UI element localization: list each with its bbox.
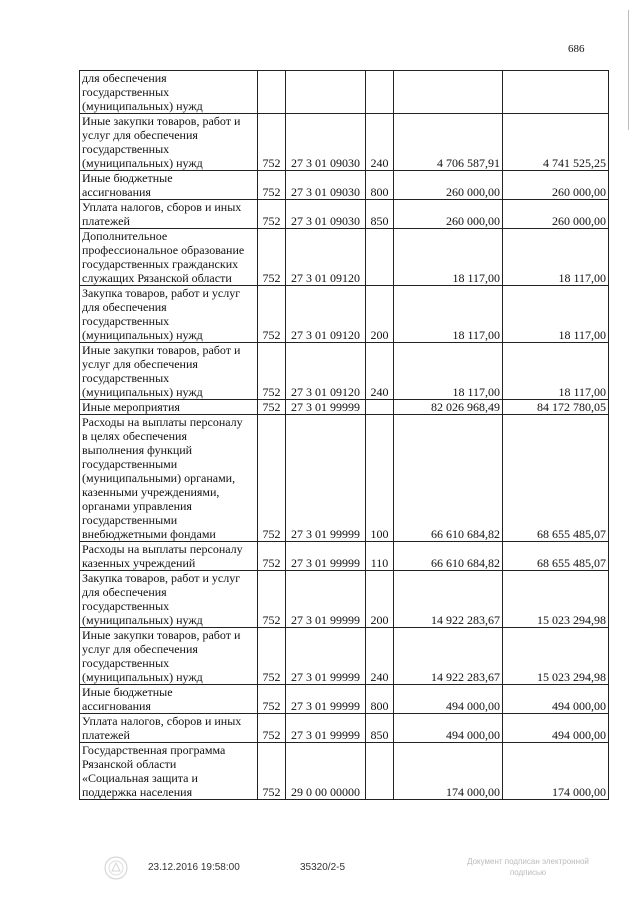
footer-doc-number: 35320/2-5 (300, 862, 346, 873)
code-cell (286, 71, 366, 114)
item-name-cell (80, 114, 258, 171)
amount-2017-cell: 260 000,00 (394, 200, 503, 229)
item-name-line: Иные мероприятия (82, 400, 180, 414)
item-name-line: казенными учреждениями, (82, 485, 220, 499)
footer-datetime: 23.12.2016 19:58:00 (148, 862, 240, 873)
item-name-line: поддержка населения (82, 785, 193, 799)
amount-2018-cell: 18 117,00 (503, 343, 609, 400)
org-cell: 752 (258, 400, 286, 415)
item-name-line: в целях обеспечения (82, 429, 187, 443)
type-cell: 800 (366, 685, 394, 714)
amount-2018-cell: 260 000,00 (503, 171, 609, 200)
item-name-line: Расходы на выплаты персоналу (82, 542, 243, 556)
type-cell: 200 (366, 286, 394, 343)
table-row (80, 229, 609, 286)
item-name-line: платежей (82, 214, 130, 228)
code-cell: 27 3 01 09120 (286, 343, 366, 400)
item-name-line: органами управления (82, 499, 192, 513)
org-cell: 752 (258, 542, 286, 571)
table-row (80, 542, 609, 571)
item-name-line: Уплата налогов, сборов и иных (82, 714, 242, 728)
org-cell: 752 (258, 200, 286, 229)
item-name-line: государственных (82, 371, 170, 385)
item-name-line: государственных (82, 599, 170, 613)
table-row (80, 343, 609, 400)
org-cell: 752 (258, 171, 286, 200)
amount-2017-cell: 18 117,00 (394, 343, 503, 400)
item-name-line: выполнения функций (82, 443, 193, 457)
org-cell: 752 (258, 628, 286, 685)
item-name-line: Дополнительное (82, 229, 168, 243)
org-cell: 752 (258, 229, 286, 286)
item-name-cell (80, 229, 258, 286)
item-name-line: государственных (82, 314, 170, 328)
code-cell: 27 3 01 99999 (286, 542, 366, 571)
table-row (80, 415, 609, 542)
type-cell: 100 (366, 415, 394, 542)
code-cell: 29 0 00 00000 (286, 743, 366, 800)
org-cell: 752 (258, 415, 286, 542)
item-name-line: «Социальная защита и (82, 771, 198, 785)
item-name-line: внебюджетными фондами (82, 527, 216, 541)
item-name-line: (муниципальных) нужд (82, 156, 203, 170)
item-name-line: Государственная программа (82, 743, 226, 757)
code-cell: 27 3 01 99999 (286, 685, 366, 714)
budget-table-body (80, 71, 609, 800)
seal-emblem-icon (103, 855, 129, 881)
amount-2017-cell: 260 000,00 (394, 171, 503, 200)
org-cell: 752 (258, 343, 286, 400)
item-name-line: (муниципальных) нужд (82, 385, 203, 399)
amount-2017-cell: 494 000,00 (394, 714, 503, 743)
item-name-line: Рязанской области (82, 757, 177, 771)
item-name-cell (80, 400, 258, 415)
org-cell: 752 (258, 571, 286, 628)
code-cell: 27 3 01 99999 (286, 400, 366, 415)
item-name-cell (80, 71, 258, 114)
amount-2018-cell: 68 655 485,07 (503, 542, 609, 571)
amount-2017-cell: 494 000,00 (394, 685, 503, 714)
code-cell: 27 3 01 09030 (286, 171, 366, 200)
item-name-cell (80, 415, 258, 542)
amount-2018-cell: 494 000,00 (503, 714, 609, 743)
type-cell (366, 229, 394, 286)
amount-2018-cell: 494 000,00 (503, 685, 609, 714)
item-name-line: платежей (82, 728, 130, 742)
item-name-cell (80, 286, 258, 343)
item-name-line: Иные бюджетные (82, 685, 173, 699)
item-name-line: для обеспечения (82, 585, 167, 599)
item-name-line: Закупка товаров, работ и услуг (82, 286, 241, 300)
code-cell: 27 3 01 99999 (286, 628, 366, 685)
item-name-line: казенных учреждений (82, 556, 196, 570)
table-row (80, 114, 609, 171)
org-cell (258, 71, 286, 114)
item-name-line: государственными (82, 513, 178, 527)
item-name-cell (80, 743, 258, 800)
item-name-line: профессиональное образование (82, 243, 245, 257)
table-row (80, 628, 609, 685)
type-cell: 800 (366, 171, 394, 200)
item-name-line: Иные закупки товаров, работ и (82, 343, 241, 357)
item-name-cell (80, 171, 258, 200)
amount-2018-cell: 84 172 780,05 (503, 400, 609, 415)
org-cell: 752 (258, 114, 286, 171)
org-cell: 752 (258, 743, 286, 800)
item-name-cell (80, 200, 258, 229)
amount-2018-cell: 18 117,00 (503, 286, 609, 343)
table-row (80, 171, 609, 200)
amount-2017-cell: 14 922 283,67 (394, 628, 503, 685)
item-name-line: (муниципальных) нужд (82, 670, 203, 684)
type-cell: 240 (366, 114, 394, 171)
page-number: 686 (568, 43, 585, 55)
amount-2017-cell: 174 000,00 (394, 743, 503, 800)
amount-2017-cell: 66 610 684,82 (394, 542, 503, 571)
amount-2017-cell: 82 026 968,49 (394, 400, 503, 415)
item-name-cell (80, 571, 258, 628)
electronic-signature-stamp: Документ подписан электронной подписью (467, 857, 589, 877)
table-row (80, 743, 609, 800)
page-edge-line (628, 10, 629, 130)
budget-table (79, 70, 609, 800)
item-name-line: (муниципальных) нужд (82, 99, 203, 113)
table-row (80, 685, 609, 714)
type-cell: 240 (366, 628, 394, 685)
code-cell: 27 3 01 99999 (286, 714, 366, 743)
item-name-line: для обеспечения (82, 300, 167, 314)
amount-2018-cell: 260 000,00 (503, 200, 609, 229)
item-name-line: Иные закупки товаров, работ и (82, 628, 241, 642)
amount-2018-cell (503, 71, 609, 114)
item-name-cell (80, 714, 258, 743)
item-name-line: ассигнования (82, 185, 151, 199)
amount-2017-cell: 18 117,00 (394, 286, 503, 343)
table-row (80, 400, 609, 415)
item-name-line: для обеспечения (82, 71, 167, 85)
table-row (80, 200, 609, 229)
item-name-line: государственными (82, 457, 178, 471)
code-cell: 27 3 01 99999 (286, 571, 366, 628)
item-name-cell (80, 542, 258, 571)
item-name-line: Расходы на выплаты персоналу (82, 415, 243, 429)
item-name-line: Закупка товаров, работ и услуг (82, 571, 241, 585)
item-name-cell (80, 343, 258, 400)
type-cell (366, 743, 394, 800)
table-row (80, 286, 609, 343)
item-name-line: Иные закупки товаров, работ и (82, 114, 241, 128)
item-name-line: (муниципальными) органами, (82, 471, 236, 485)
code-cell: 27 3 01 09030 (286, 200, 366, 229)
amount-2018-cell: 15 023 294,98 (503, 628, 609, 685)
item-name-line: ассигнования (82, 699, 151, 713)
amount-2017-cell: 66 610 684,82 (394, 415, 503, 542)
type-cell: 850 (366, 200, 394, 229)
type-cell: 110 (366, 542, 394, 571)
code-cell: 27 3 01 09030 (286, 114, 366, 171)
item-name-line: государственных (82, 142, 170, 156)
type-cell (366, 400, 394, 415)
amount-2017-cell: 14 922 283,67 (394, 571, 503, 628)
code-cell: 27 3 01 99999 (286, 415, 366, 542)
amount-2018-cell: 4 741 525,25 (503, 114, 609, 171)
amount-2018-cell: 18 117,00 (503, 229, 609, 286)
org-cell: 752 (258, 714, 286, 743)
item-name-line: Иные бюджетные (82, 171, 173, 185)
item-name-line: государственных (82, 656, 170, 670)
table-row (80, 571, 609, 628)
org-cell: 752 (258, 685, 286, 714)
code-cell: 27 3 01 09120 (286, 286, 366, 343)
item-name-line: государственных (82, 85, 170, 99)
item-name-line: государственных гражданских (82, 257, 239, 271)
amount-2017-cell (394, 71, 503, 114)
org-cell: 752 (258, 286, 286, 343)
amount-2018-cell: 68 655 485,07 (503, 415, 609, 542)
item-name-line: услуг для обеспечения (82, 357, 198, 371)
type-cell (366, 71, 394, 114)
amount-2018-cell: 174 000,00 (503, 743, 609, 800)
type-cell: 850 (366, 714, 394, 743)
type-cell: 240 (366, 343, 394, 400)
item-name-line: услуг для обеспечения (82, 642, 198, 656)
amount-2017-cell: 4 706 587,91 (394, 114, 503, 171)
item-name-line: (муниципальных) нужд (82, 328, 203, 342)
code-cell: 27 3 01 09120 (286, 229, 366, 286)
item-name-cell (80, 685, 258, 714)
amount-2017-cell: 18 117,00 (394, 229, 503, 286)
item-name-line: Уплата налогов, сборов и иных (82, 200, 242, 214)
item-name-line: (муниципальных) нужд (82, 613, 203, 627)
table-row (80, 714, 609, 743)
amount-2018-cell: 15 023 294,98 (503, 571, 609, 628)
item-name-cell (80, 628, 258, 685)
item-name-line: служащих Рязанской области (82, 271, 232, 285)
item-name-line: услуг для обеспечения (82, 128, 198, 142)
table-row (80, 71, 609, 114)
type-cell: 200 (366, 571, 394, 628)
